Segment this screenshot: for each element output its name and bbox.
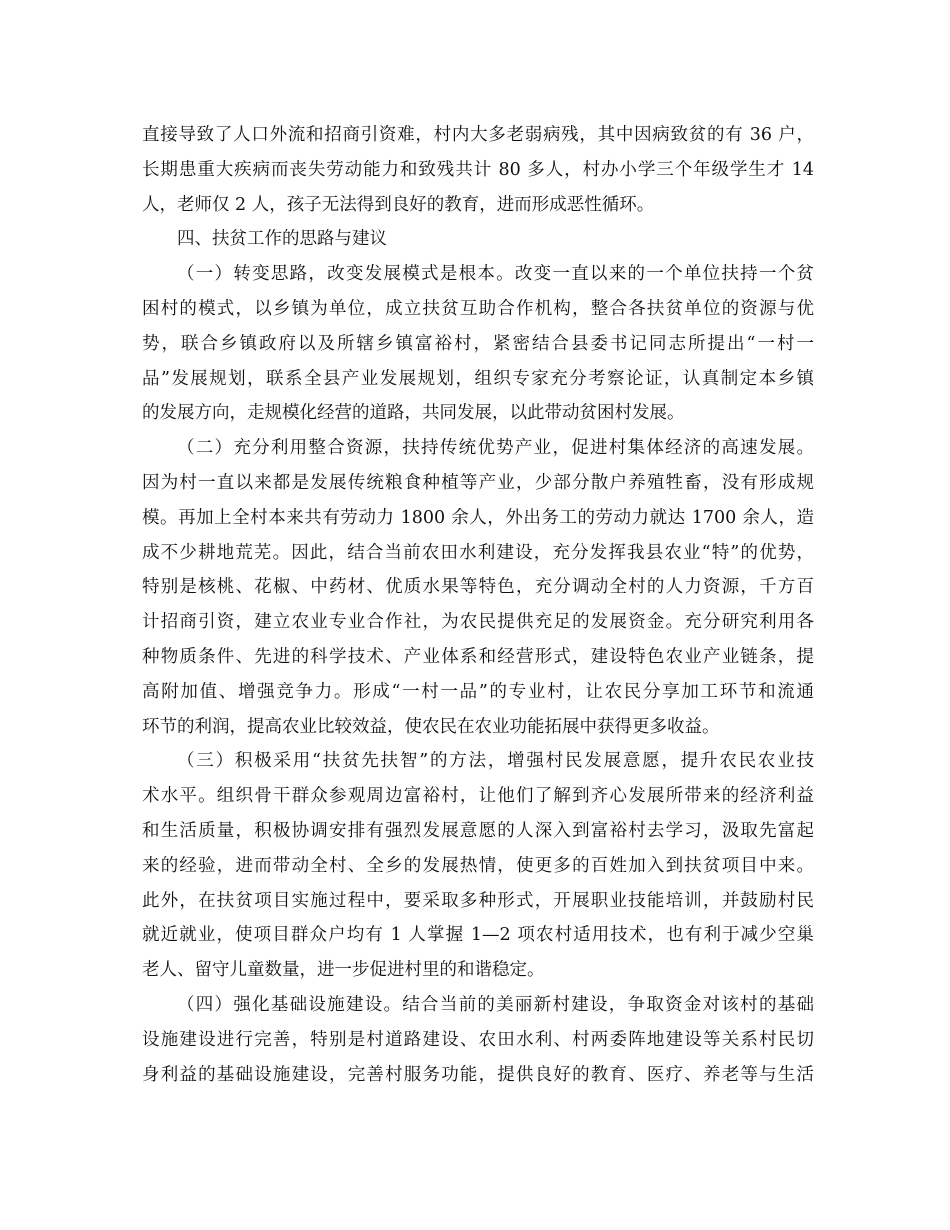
- text-line: 身利益的基础设施建设，完善村服务功能，提供良好的教育、医疗、养老等与生活: [142, 1064, 814, 1085]
- text-line: 的发展方向，走规模化经营的道路，共同发展，以此带动贫困村发展。: [142, 403, 685, 424]
- text-line: 成不少耕地荒芜。因此，结合当前农田水利建设，充分发挥我县农业“特”的优势，: [142, 542, 814, 563]
- text-line: （二）充分利用整合资源，扶持传统优势产业，促进村集体经济的高速发展。: [177, 438, 814, 459]
- text-line: 老人、留守儿童数量，进一步促进村里的和谐稳定。: [142, 960, 545, 981]
- section-heading: 四、扶贫工作的思路与建议: [177, 229, 387, 250]
- text-line: 特别是核桃、花椒、中药材、优质水果等特色，充分调动全村的人力资源，千方百: [142, 577, 814, 598]
- text-line: 品”发展规划，联系全县产业发展规划，组织专家充分考察论证，认真制定本乡镇: [142, 368, 814, 389]
- text-line: 计招商引资，建立农业专业合作社，为农民提供充足的发展资金。充分研究利用各: [142, 612, 814, 633]
- text-line: 势，联合乡镇政府以及所辖乡镇富裕村，紧密结合县委书记同志所提出“一村一: [142, 333, 814, 354]
- text-line: 人，老师仅 2 人，孩子无法得到良好的教育，进而形成恶性循环。: [142, 194, 655, 215]
- text-line: （四）强化基础设施建设。结合当前的美丽新村建设，争取资金对该村的基础: [177, 994, 814, 1015]
- text-line: 就近就业，使项目群众户均有 1 人掌握 1—2 项农村适用技术，也有利于减少空巢: [142, 925, 814, 946]
- text-line: （三）积极采用“扶贫先扶智”的方法，增强村民发展意愿，提升农民农业技: [177, 751, 814, 772]
- text-line: 术水平。组织骨干群众参观周边富裕村，让他们了解到齐心发展所带来的经济利益: [142, 786, 814, 807]
- text-line: 困村的模式，以乡镇为单位，成立扶贫互助合作机构，整合各扶贫单位的资源与优: [142, 298, 814, 319]
- text-line: 此外，在扶贫项目实施过程中，要采取多种形式，开展职业技能培训，并鼓励村民: [142, 890, 814, 911]
- text-line: 高附加值、增强竞争力。形成“一村一品”的专业村，让农民分享加工环节和流通: [142, 681, 814, 702]
- text-line: 和生活质量，积极协调安排有强烈发展意愿的人深入到富裕村去学习，汲取先富起: [142, 820, 814, 841]
- text-line: 长期患重大疾病而丧失劳动能力和致残共计 80 多人，村办小学三个年级学生才 14: [142, 159, 814, 180]
- text-line: 种物质条件、先进的科学技术、产业体系和经营形式，建设特色农业产业链条，提: [142, 646, 814, 667]
- text-line: 直接导致了人口外流和招商引资难，村内大多老弱病残，其中因病致贫的有 36 户，: [142, 125, 814, 145]
- text-line: 因为村一直以来都是发展传统粮食种植等产业，少部分散户养殖牲畜，没有形成规: [142, 472, 814, 493]
- text-line: （一）转变思路，改变发展模式是根本。改变一直以来的一个单位扶持一个贫: [177, 264, 814, 285]
- document-body: [142, 118, 814, 1092]
- text-line: 环节的利润，提高农业比较效益，使农民在农业功能拓展中获得更多收益。: [142, 716, 720, 737]
- text-line: 设施建设进行完善，特别是村道路建设、农田水利、村两委阵地建设等关系村民切: [142, 1029, 814, 1050]
- text-line: 模。再加上全村本来共有劳动力 1800 余人，外出务工的劳动力就达 1700 余人，造: [142, 507, 814, 528]
- text-line: 来的经验，进而带动全村、全乡的发展热情，使更多的百姓加入到扶贫项目中来。: [142, 855, 814, 876]
